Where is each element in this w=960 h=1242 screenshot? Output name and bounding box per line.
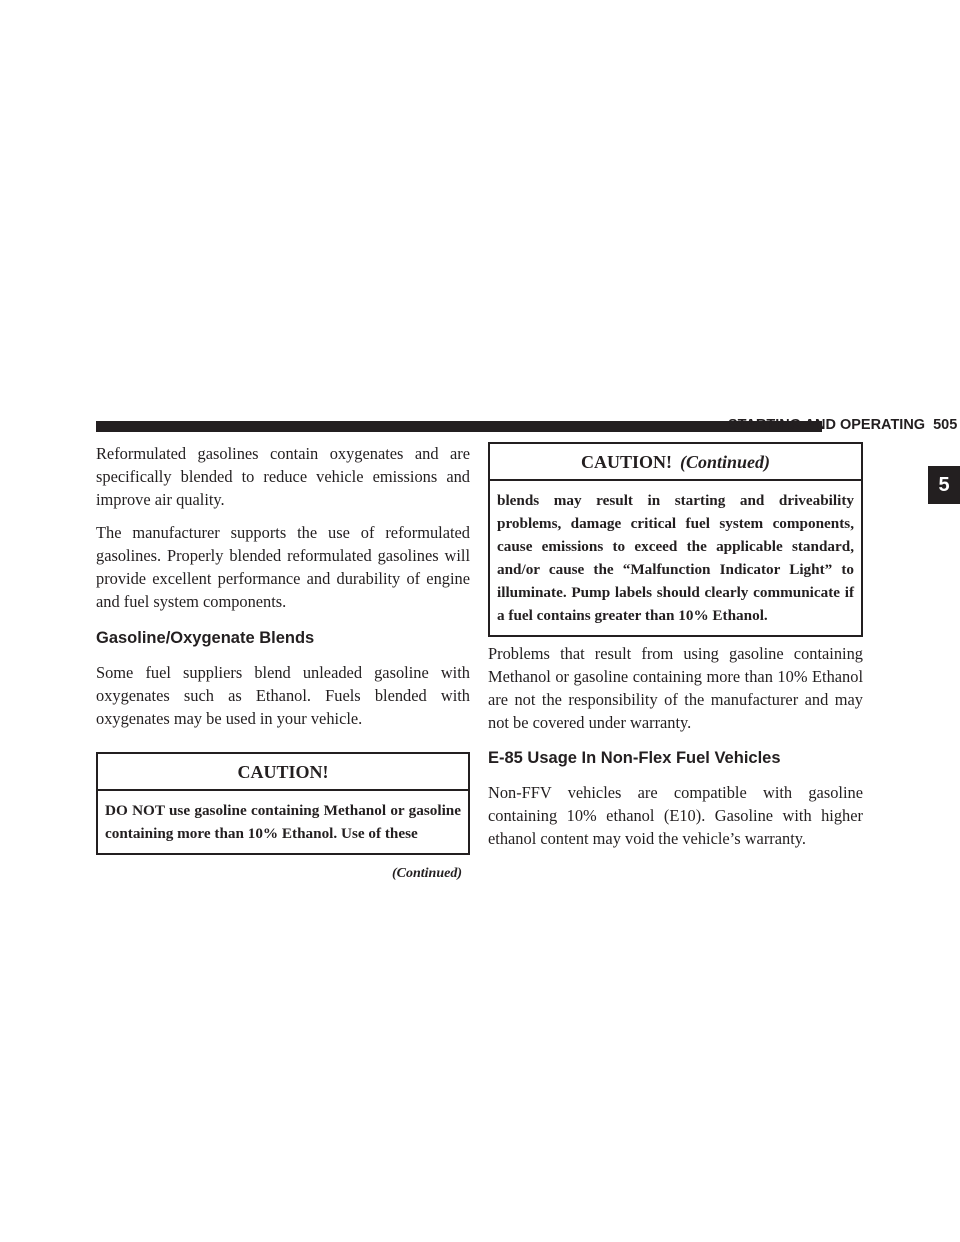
left-column [96,442,470,882]
header-rule [96,421,822,432]
caution-title: CAUTION! [98,754,468,791]
problems-paragraph: Problems that result from using gasoline containing Methanol or gasoline containing more than 10% Ethanol are not the responsibility of the manufacturer and may not be covered under warranty. [488,644,863,732]
section-title: STARTING AND OPERATING [728,417,926,433]
running-header [728,417,958,437]
chapter-tab: 5 [928,466,960,504]
caution-text: DO NOT use gasoline containing Methanol or gasoline containing more than 10% Ethanol. Use of these [105,802,461,842]
right-column [488,442,863,850]
caution-box [96,752,470,855]
oxygenate-paragraph: Some fuel suppliers blend unleaded gasoline with oxygenates such as Ethanol. Fuels blended with oxygenates may be used in your vehicle. [96,663,470,728]
caution-text-continued: blends may result in starting and driveability problems, damage critical fuel system components, cause emissions to exceed the applicable standard, and/or cause the “Malfunction Indicator Light” to illuminate. Pump labels should clearly communicate if a fuel contains greater than 10% Ethanol. [497,492,854,624]
e85-paragraph: Non-FFV vehicles are compatible with gasoline containing 10% ethanol (E10). Gasoline with higher ethanol content may void the vehicle’s warranty. [488,783,863,848]
section-heading-e85: E-85 Usage In Non-Flex Fuel Vehicles [488,749,781,767]
page-number: 505 [933,417,958,433]
caution-title-label: CAUTION! [580,452,672,472]
continued-note: (Continued) [391,866,462,881]
manufacturer-paragraph: The manufacturer supports the use of reformulated gasolines. Properly blended reformulated gasolines will provide excellent performance and durability of engine and fuel system components. [96,523,470,611]
caution-title-suffix: (Continued) [679,452,771,472]
caution-box-continued [488,442,863,637]
section-heading-oxygenate: Gasoline/Oxygenate Blends [96,629,315,647]
reformulated-paragraph: Reformulated gasolines contain oxygenates and are specifically blended to reduce vehicle emissions and improve air quality. [96,444,470,509]
caution-title-continued [490,444,861,481]
